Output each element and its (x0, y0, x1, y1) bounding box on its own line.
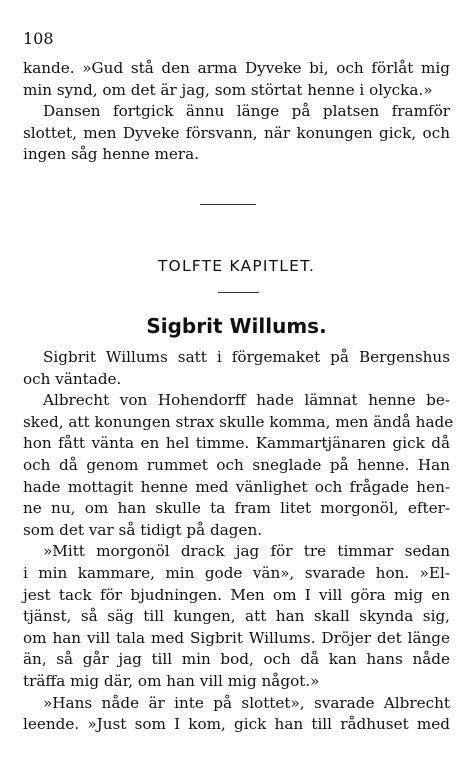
paragraph-continuation (23, 58, 450, 101)
top-text-block (23, 58, 450, 166)
body-text-block (23, 347, 454, 736)
heading-divider (218, 292, 259, 293)
text-line: och väntade. (23, 369, 122, 388)
paragraph (23, 693, 450, 736)
text-line: tjänst, så säg till kungen, att han skall skynda sig, (23, 607, 450, 626)
text-line: »Mitt morgonöl drack jag för tre timmar sedan (43, 542, 450, 561)
text-line: jest tack för bjudningen. Men om I vill göra mig en (23, 585, 450, 604)
text-line: träffa mig där, om han vill mig något.» (23, 671, 320, 690)
text-line: som det var så tidigt på dagen. (23, 520, 263, 539)
section-divider (200, 204, 256, 205)
paragraph (23, 347, 450, 390)
text-line: kande. »Gud stå den arma Dyveke bi, och förlåt mig (23, 59, 450, 77)
text-line: »Hans nåde är inte på slottet», svarade Albrecht (43, 693, 450, 712)
text-line: sked, att konungen strax skulle komma, men ändå hade (23, 412, 454, 431)
text-line: ne nu, om han skulle ta fram litet morgonöl, efter- (23, 499, 450, 518)
text-line: och då genom rummet och sneglade på henne. Han (23, 455, 450, 474)
paragraph (23, 101, 450, 166)
text-line: än, så går jag till min bod, och då kan hans nåde (23, 650, 450, 669)
paragraph (23, 541, 450, 692)
text-line: hade mottagit henne med vänlighet och frågade hen- (23, 477, 450, 496)
text-line: min synd, om det är jag, som störtat henne i olycka.» (23, 80, 433, 99)
text-line: leende. »Just som I kom, gick han till rådhuset med (23, 715, 450, 734)
page-number: 108 (23, 29, 54, 48)
text-line: Albrecht von Hohendorff hade lämnat henne be- (43, 391, 450, 410)
text-line: hon fått vänta en hel timme. Kammartjänaren gick då (23, 434, 450, 453)
chapter-heading: TOLFTE KAPITLET. (157, 257, 316, 275)
text-line: om han vill tala med Sigbrit Willums. Dröjer det länge (23, 628, 450, 647)
paragraph (23, 390, 454, 541)
section-title: Sigbrit Willums. (146, 314, 327, 338)
text-line: Sigbrit Willums satt i förgemaket på Bergenshus (43, 348, 450, 366)
text-line: ingen såg henne mera. (23, 145, 200, 164)
text-line: slottet, men Dyveke försvann, när konungen gick, och (23, 123, 450, 142)
text-line: Dansen fortgick ännu länge på platsen framför (43, 102, 450, 121)
text-line: i min kammare, min gode vän», svarade hon. »El- (23, 563, 450, 582)
